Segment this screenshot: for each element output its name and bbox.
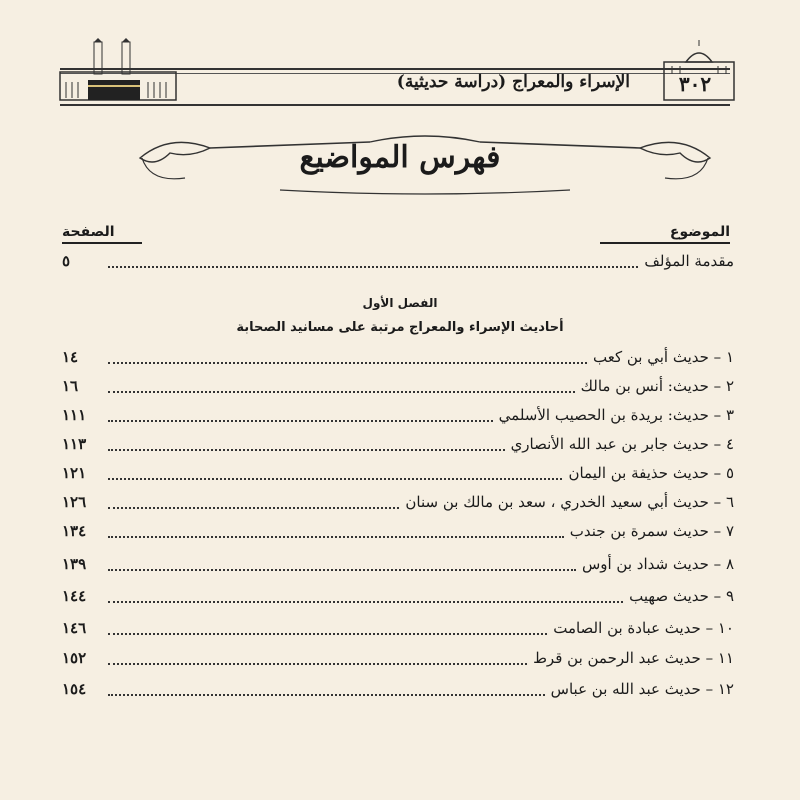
dot-leader — [108, 600, 623, 603]
toc-entry[interactable] — [62, 464, 734, 486]
toc-entry-label: ٨ – حديث شداد بن أوس — [581, 555, 734, 573]
index-title: فهرس المواضيع — [299, 140, 501, 175]
toc-entry-label: ٤ – حديث جابر بن عبد الله الأنصاري — [510, 435, 734, 453]
dot-leader — [108, 448, 505, 451]
toc-entry-label: ١٠ – حديث عبادة بن الصامت — [553, 619, 734, 637]
toc-entry-page: ١٥٤ — [62, 680, 87, 698]
toc-entry-page: ١١٣ — [62, 435, 87, 453]
toc-entry[interactable] — [62, 377, 734, 399]
dot-leader — [108, 390, 575, 393]
toc-entry[interactable] — [62, 649, 734, 671]
dot-leader — [108, 662, 527, 665]
chapter-subtitle: أحاديث الإسراء والمعراج مرتبة على مسانيد الصحابة — [236, 320, 564, 335]
toc-entry[interactable] — [62, 493, 734, 515]
dot-leader — [108, 535, 564, 538]
dot-leader — [108, 361, 587, 364]
toc-entry-label: ٢ – حديث: أنس بن مالك — [580, 377, 734, 395]
toc-entry[interactable] — [62, 522, 734, 544]
toc-entry[interactable] — [62, 252, 734, 274]
toc-entry-page: ١٤٦ — [62, 619, 87, 637]
dot-leader — [108, 477, 562, 480]
toc-entry-page: ١٦ — [62, 377, 79, 395]
toc-entry-page: ١٢١ — [62, 464, 87, 482]
toc-entry-page: ٥ — [62, 252, 71, 270]
toc-entry-label: ٣ – حديث: بريدة بن الحصيب الأسلمي — [498, 406, 734, 424]
toc-entry[interactable] — [62, 406, 734, 428]
toc-entry[interactable] — [62, 435, 734, 457]
toc-entry-label: ١١ – حديث عبد الرحمن بن قرط — [533, 649, 734, 667]
toc-entry-label: ٩ – حديث صهيب — [629, 587, 734, 605]
running-header-title: الإسراء والمعراج (دراسة حديثية) — [396, 72, 630, 92]
toc-entry-label: ١ – حديث أبي بن كعب — [593, 348, 734, 366]
toc-entry-label: ٧ – حديث سمرة بن جندب — [569, 522, 734, 540]
toc-entry-label: ٦ – حديث أبي سعيد الخدري ، سعد بن مالك بن سنان — [405, 493, 734, 511]
toc-entry[interactable] — [62, 555, 734, 577]
toc-entry[interactable] — [62, 680, 734, 702]
toc-entry-label: ١٢ – حديث عبد الله بن عباس — [550, 680, 734, 698]
toc-entry-page: ١٢٦ — [62, 493, 87, 511]
chapter-heading: الفصل الأول — [362, 296, 438, 310]
dot-leader — [108, 419, 493, 422]
toc-entry-label: مقدمة المؤلف — [644, 252, 734, 270]
toc-entry[interactable] — [62, 587, 734, 609]
dot-leader — [108, 265, 638, 268]
toc-entry[interactable] — [62, 619, 734, 641]
toc-entry-page: ١٣٩ — [62, 555, 87, 573]
toc-entry-page: ١١١ — [62, 406, 87, 424]
toc-entry-page: ١٤ — [62, 348, 79, 366]
dot-leader — [108, 693, 545, 696]
toc-entry-page: ١٤٤ — [62, 587, 87, 605]
dot-leader — [108, 568, 576, 571]
toc-entry[interactable] — [62, 348, 734, 370]
toc-entry-page: ١٣٤ — [62, 522, 87, 540]
toc-entry-label: ٥ – حديث حذيفة بن اليمان — [568, 464, 734, 482]
page-number: ٣٠٢ — [678, 72, 712, 96]
kaaba-mosque-illustration — [58, 38, 178, 104]
toc-entry-page: ١٥٢ — [62, 649, 87, 667]
dot-leader — [108, 506, 399, 509]
column-header-subject: الموضوع — [600, 224, 730, 244]
column-header-page: الصفحة — [62, 224, 142, 244]
dot-leader — [108, 632, 547, 635]
